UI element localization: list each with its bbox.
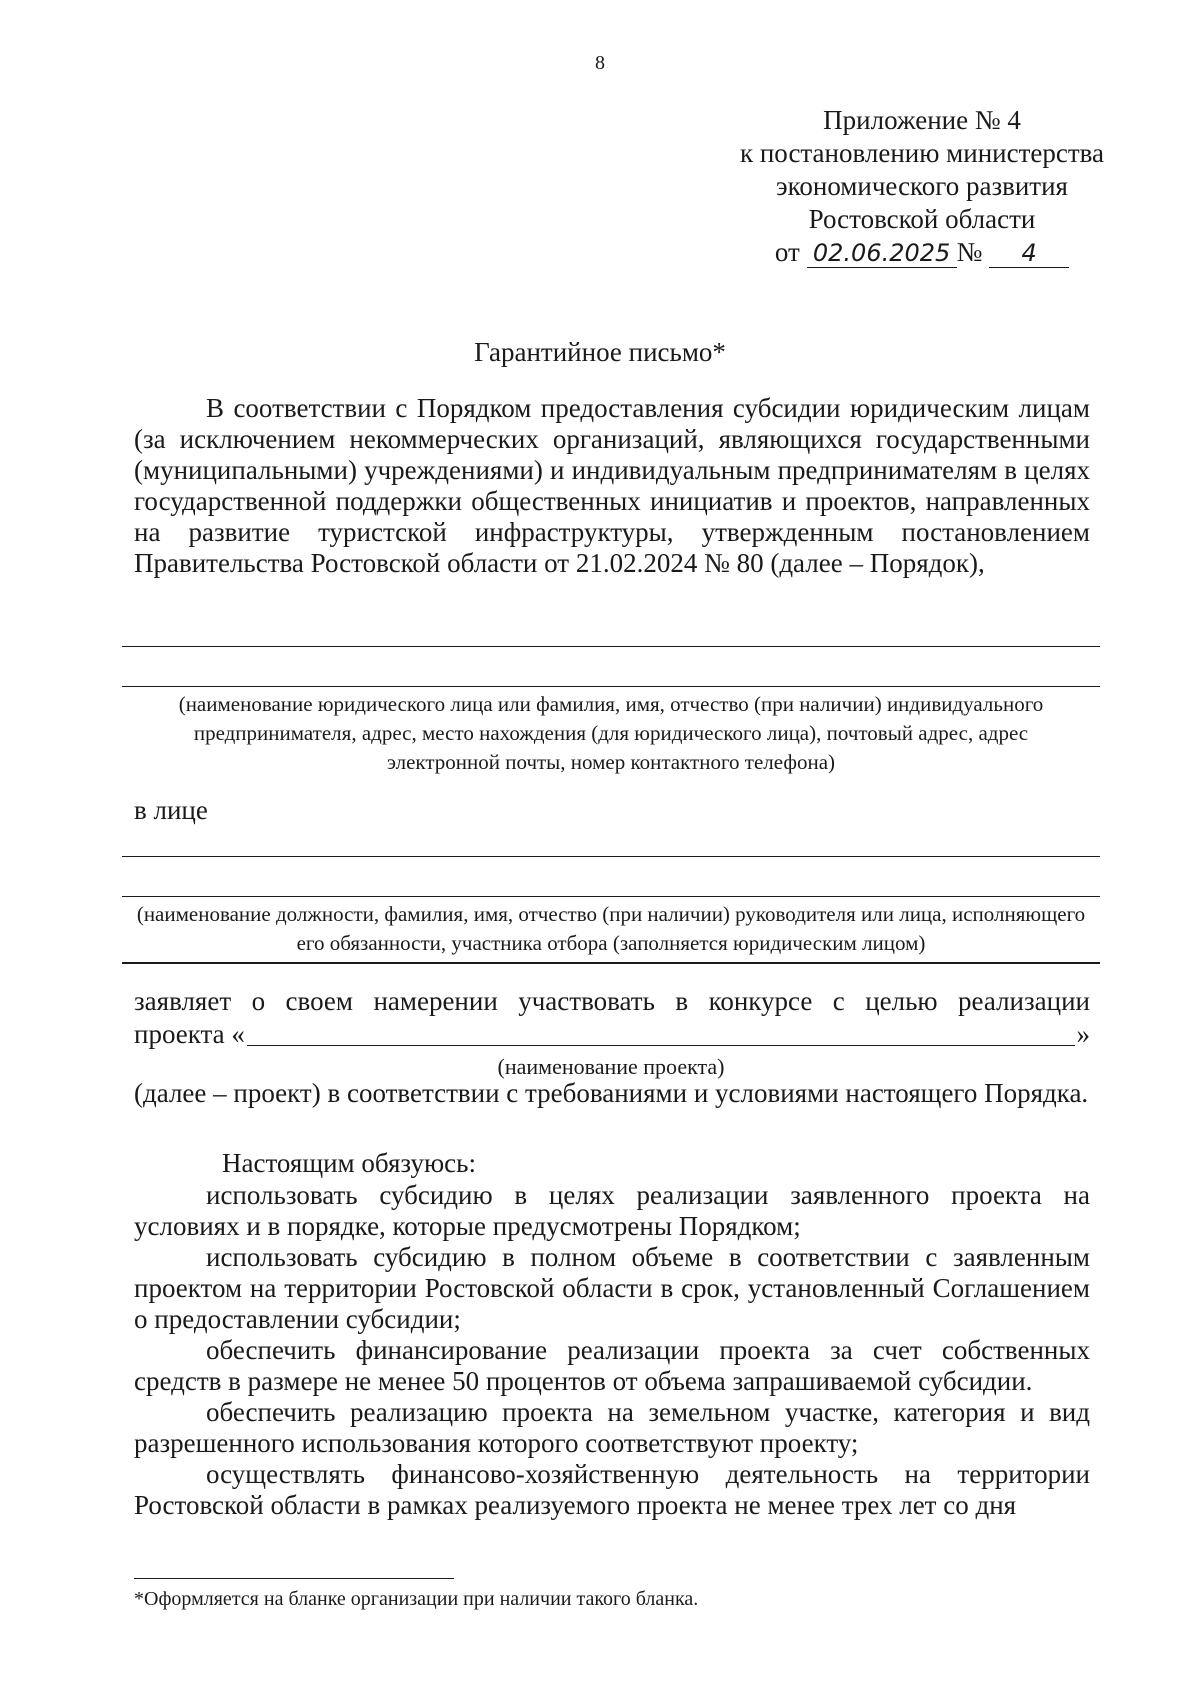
obligation-item: обеспечить финансирование реализации проекта за счет собственных средств в размере не менее 50 процентов от объема запрашиваемой субсидии. <box>134 1335 1090 1396</box>
handwritten-date: 02.06.2025 <box>807 239 957 268</box>
declaration-line: заявляет о своем намерении участвовать в конкурсе с целью реализации <box>134 986 1090 1016</box>
appendix-line-ministry: экономического развития <box>776 171 1068 201</box>
appendix-title: Приложение № 4 <box>823 105 1021 135</box>
appendix-header <box>712 104 1132 269</box>
head-fill-line-2 <box>122 896 1100 897</box>
intro-paragraph: В соответствии с Порядком предоставления субсидии юридическим лицам (за исключением некоммерческих организаций, являющихся государственными (муниципальными) учреждениями) и индивидуальным предпринимателям в целях государственной поддержки общественных инициатив и проектов, направленных на развитие туристской инфраструктуры, утвержденным постановлением Правительства Ростовской области от 21.02.2024 № 80 (далее – Порядок), <box>134 393 1090 578</box>
appendix-line-region: Ростовской области <box>808 204 1036 234</box>
represented-by-label: в лице <box>134 795 208 825</box>
date-prefix: от <box>774 237 800 267</box>
declaration-continued: (далее – проект) в соответствии с требованиями и условиями настоящего Порядка. <box>134 1078 1089 1108</box>
obligations-heading: Настоящим обязуюсь: <box>222 1148 476 1178</box>
applicant-fill-line-1 <box>122 646 1100 647</box>
head-caption-underline <box>122 962 1100 964</box>
head-caption: (наименование должности, фамилия, имя, отчество (при наличии) руководителя или лица, исполняющего его обязанности, участника отбора (заполняется юридическим лицом) <box>136 902 1086 955</box>
number-label: № <box>956 237 983 267</box>
applicant-caption: (наименование юридического лица или фамилия, имя, отчество (при наличии) индивидуального предпринимателя, адрес, место нахождения (для юридического лица), почтовый адрес, адрес электронной почты, номер контактного телефона) <box>178 692 1044 774</box>
page-number: 8 <box>595 52 605 74</box>
project-name-blank <box>247 1021 1075 1046</box>
obligation-item: использовать субсидию в целях реализации заявленного проекта на условиях и в порядке, которые предусмотрены Порядком; <box>134 1180 1090 1241</box>
obligation-item: осуществлять финансово-хозяйственную деятельность на территории Ростовской области в рамках реализуемого проекта не менее трех лет со дня <box>134 1459 1090 1520</box>
project-name-row <box>134 1019 1090 1050</box>
handwritten-number: 4 <box>989 239 1069 268</box>
obligation-item: использовать субсидию в полном объеме в соответствии с заявленным проектом на территории Ростовской области в срок, установленный Соглашением о предоставлении субсидии; <box>134 1242 1090 1334</box>
appendix-date-row <box>712 236 1132 269</box>
footnote-separator <box>134 1578 454 1579</box>
applicant-fill-line-2 <box>122 686 1100 687</box>
project-suffix: » <box>1076 1019 1090 1049</box>
appendix-line-resolution: к постановлению министерства <box>739 138 1105 168</box>
obligation-item: обеспечить реализацию проекта на земельном участке, категория и вид разрешенного использования которого соответствуют проекту; <box>134 1397 1090 1458</box>
head-fill-line-1 <box>122 856 1100 857</box>
document-title: Гарантийное письмо* <box>474 337 726 367</box>
footnote: *Оформляется на бланке организации при наличии такого бланка. <box>134 1588 699 1610</box>
project-prefix: проекта « <box>134 1019 245 1049</box>
project-caption: (наименование проекта) <box>497 1054 725 1079</box>
